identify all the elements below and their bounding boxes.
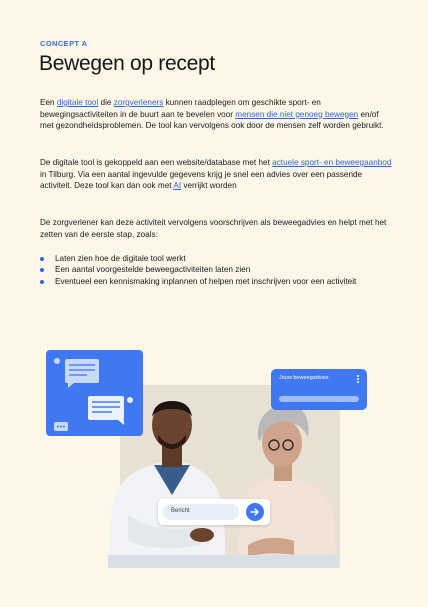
link-ai[interactable]: AI [173, 181, 182, 191]
illustration [0, 340, 428, 580]
text: in Tilburg. Via een aantal ingevulde gegevens krijg je snel een advies over een passende activiteit. Deze tool kan dan ook met [40, 169, 363, 191]
prescription-paragraph: De zorgverlener kan deze activiteit vervolgens voorschrijven als beweegadvies en helpt met het zetten van de eerste stap, zoals: [40, 218, 387, 239]
list-item-text: Laten zien hoe de digitale tool werkt [55, 254, 186, 263]
bullet-icon [40, 268, 44, 272]
list-item [40, 264, 392, 275]
advice-label: Jouw beweegadvies [279, 375, 329, 381]
list-item [40, 276, 392, 287]
intro-paragraph [40, 97, 392, 132]
link-zorgverleners[interactable]: zorgverleners [113, 98, 164, 107]
link-digitale-tool[interactable]: digitale tool [56, 98, 99, 107]
text: verrijkt worden [181, 181, 237, 191]
message-input[interactable] [163, 504, 239, 520]
concept-label: CONCEPT A [40, 39, 88, 48]
bullet-icon [40, 280, 44, 284]
text: en/of met gezondheidsproblemen. De tool kan vervolgens ook door de mensen zelf worden gebruikt. [40, 109, 384, 131]
link-sport-beweegaanbod[interactable]: actuele sport- en beweegaanbod [272, 158, 392, 167]
text: die [98, 98, 114, 107]
more-icon [353, 374, 363, 384]
bullet-icon [40, 257, 44, 261]
message-box [158, 499, 270, 525]
database-paragraph [40, 157, 392, 192]
send-button[interactable] [246, 503, 264, 521]
text: kunnen raadplegen om geschikte sport- en bewegingsactiviteiten in de buurt aan te bevelen voor [40, 98, 321, 119]
text: De digitale tool is gekoppeld aan een website/database met het [40, 158, 273, 167]
list-item-text: Eventueel een kennismaking inplannen of helpen met inschrijven voor een activiteit [55, 276, 357, 286]
steps-list [40, 253, 392, 287]
advice-card [271, 369, 367, 410]
list-item [40, 253, 392, 264]
message-placeholder: Bericht [171, 508, 190, 514]
text: Een [40, 98, 57, 107]
link-mensen-niet-genoeg-bewegen[interactable]: mensen die niet genoeg bewegen [235, 109, 359, 119]
advice-bar [279, 396, 359, 402]
send-icon [246, 503, 264, 521]
doctor-patient-photo [98, 395, 343, 568]
list-item-text: Een aantal voorgestelde beweegactiviteiten laten zien [55, 265, 251, 275]
page-title: Bewegen op recept [39, 52, 215, 75]
